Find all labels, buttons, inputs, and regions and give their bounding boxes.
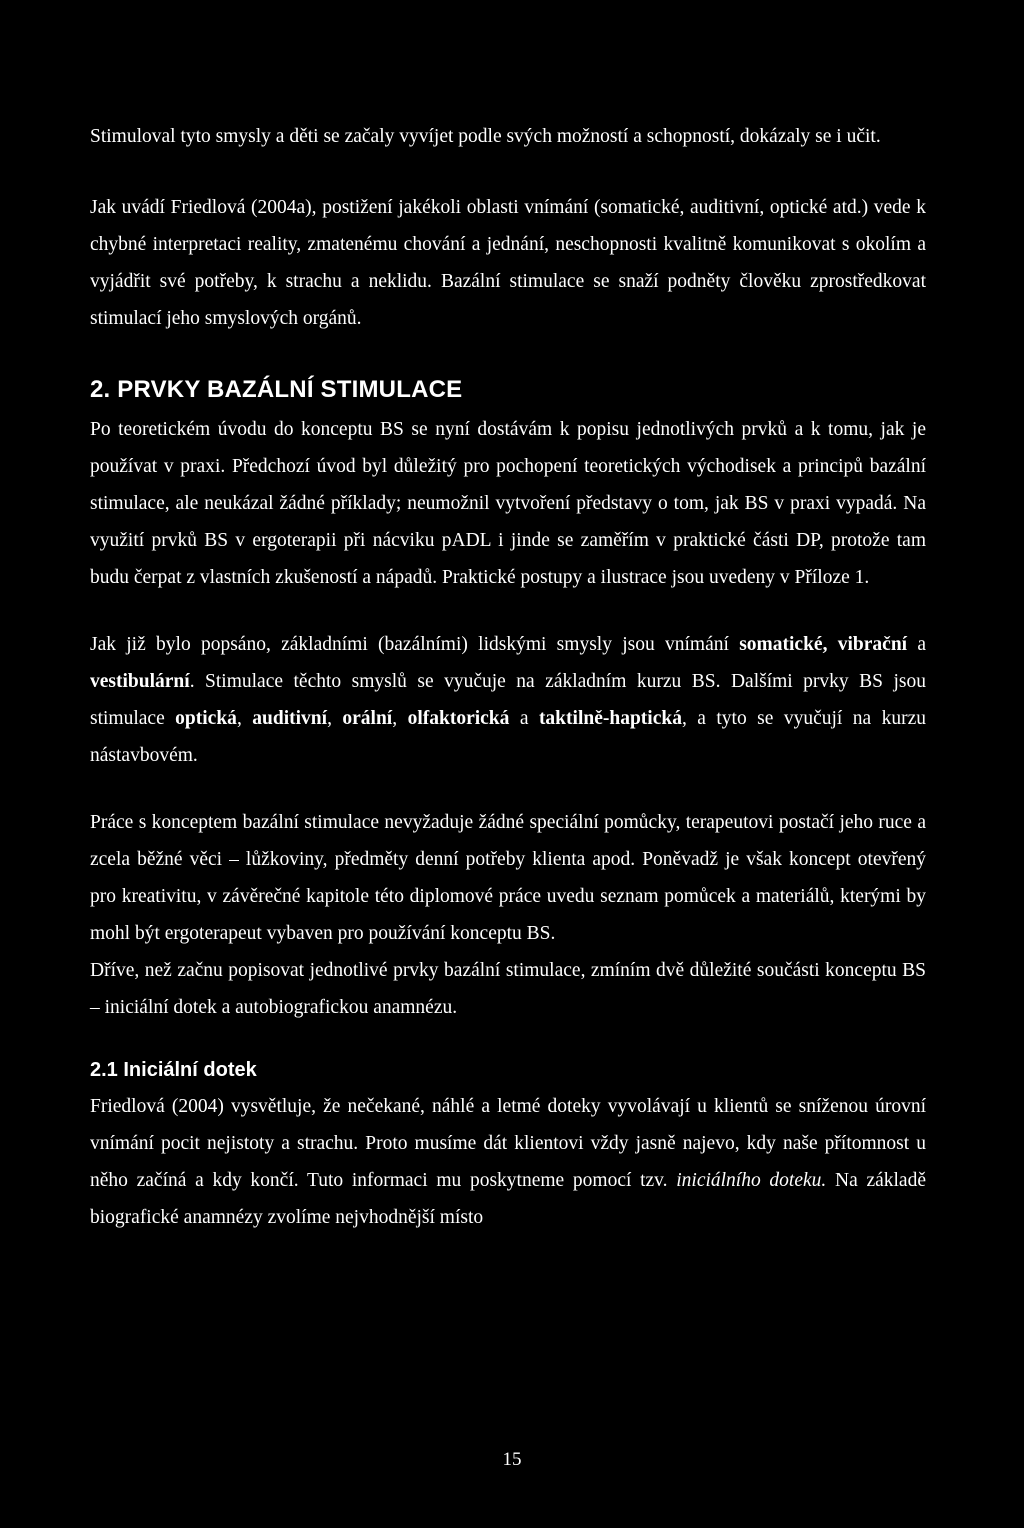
paragraph-friedlova-perception: Jak uvádí Friedlová (2004a), postižení jakékoli oblasti vnímání (somatické, auditivní, optické atd.) vede k chybné interpretaci reality, zmatenému chování a jednání, neschopnosti kvalitně komunikovat s okolím a vyjádřit své potřeby, k strachu a neklidu. Bazální stimulace se snaží podněty člověku zprostředkovat stimulací jeho smyslových orgánů.	[90, 197, 926, 329]
paragraph-before-elements: Dříve, než začnu popisovat jednotlivé prvky bazální stimulace, zmíním dvě důležité součásti konceptu BS – iniciální dotek a autobiografickou anamnézu.	[90, 960, 926, 1018]
text-run: , a tyto se vyučují na kurzu nástavbovém.	[90, 708, 927, 766]
text-run: ,	[236, 708, 253, 729]
bold-term-vibration: vibrační	[837, 634, 908, 655]
bold-term-oral: orální	[342, 708, 393, 729]
text-run: Friedlová (2004) vysvětluje, že nečekané, náhlé a letmé doteky vyvolávají u klientů se sníženou úrovní vnímání pocit nejistoty a strachu. Proto musíme dát klientovi vždy jasně najevo, kdy naše přítomnost u něho začíná a kdy končí. Tuto informaci mu poskytneme pomocí tzv.	[90, 1096, 926, 1191]
paragraph-initial-touch	[90, 1088, 926, 1236]
bold-term-optical: optická	[175, 708, 237, 729]
document-page	[90, 118, 926, 1236]
italic-term-initial-touch: iniciálního doteku.	[676, 1170, 827, 1191]
text-run: ,	[327, 708, 343, 729]
page-number: 15	[502, 1449, 522, 1470]
bold-term-auditory: auditivní	[252, 708, 328, 729]
subsection-heading-initial-touch: 2.1 Iniciální dotek	[90, 1059, 257, 1081]
text-run: Jak již bylo popsáno, základními (bazálními) lidskými smysly jsou vnímání	[90, 634, 740, 655]
paragraph-basal-senses	[90, 626, 926, 774]
bold-term-tactile-haptic: taktilně-haptická	[538, 708, 682, 729]
paragraph-no-special-aids: Práce s konceptem bazální stimulace nevyžaduje žádné speciální pomůcky, terapeutovi postačí jeho ruce a zcela běžné věci – lůžkoviny, předměty denní potřeby klienta apod. Poněvadž je však koncept otevřený pro kreativitu, v závěrečné kapitole této diplomové práce uvedu seznam pomůcek a materiálů, kterými by mohl být ergoterapeut vybaven pro používání konceptu BS.	[90, 812, 926, 944]
text-run: a	[509, 708, 539, 729]
text-run: ,	[392, 708, 408, 729]
bold-term-vestibular: vestibulární	[90, 671, 190, 692]
bold-term-somatic: somatické,	[739, 634, 828, 655]
text-run: a	[907, 634, 927, 655]
text-run	[827, 634, 837, 655]
text-run: . Stimulace těchto smyslů se vyučuje na základním kurzu BS. Dalšími prvky BS jsou stimulace	[90, 671, 926, 729]
paragraph-intro-continuation: Stimuloval tyto smysly a děti se začaly vyvíjet podle svých možností a schopností, dokázaly se i učit.	[90, 126, 881, 147]
text-run: Na základě biografické anamnézy zvolíme nejvhodnější místo	[90, 1170, 926, 1228]
bold-term-olfactory: olfaktorická	[407, 708, 510, 729]
paragraph-section2-intro: Po teoretickém úvodu do konceptu BS se nyní dostávám k popisu jednotlivých prvků a k tomu, jak je používat v praxi. Předchozí úvod byl důležitý pro pochopení teoretických východisek a principů bazální stimulace, ale neukázal žádné příklady; neumožnil vytvoření představy o tom, jak BS v praxi vypadá. Na využití prvků BS v ergoterapii při nácviku pADL i jinde se zaměřím v praktické části DP, protože tam budu čerpat z vlastních zkušeností a nápadů. Praktické postupy a ilustrace jsou uvedeny v Příloze 1.	[90, 419, 926, 588]
section-heading-prvky: 2. PRVKY BAZÁLNÍ STIMULACE	[90, 376, 463, 403]
